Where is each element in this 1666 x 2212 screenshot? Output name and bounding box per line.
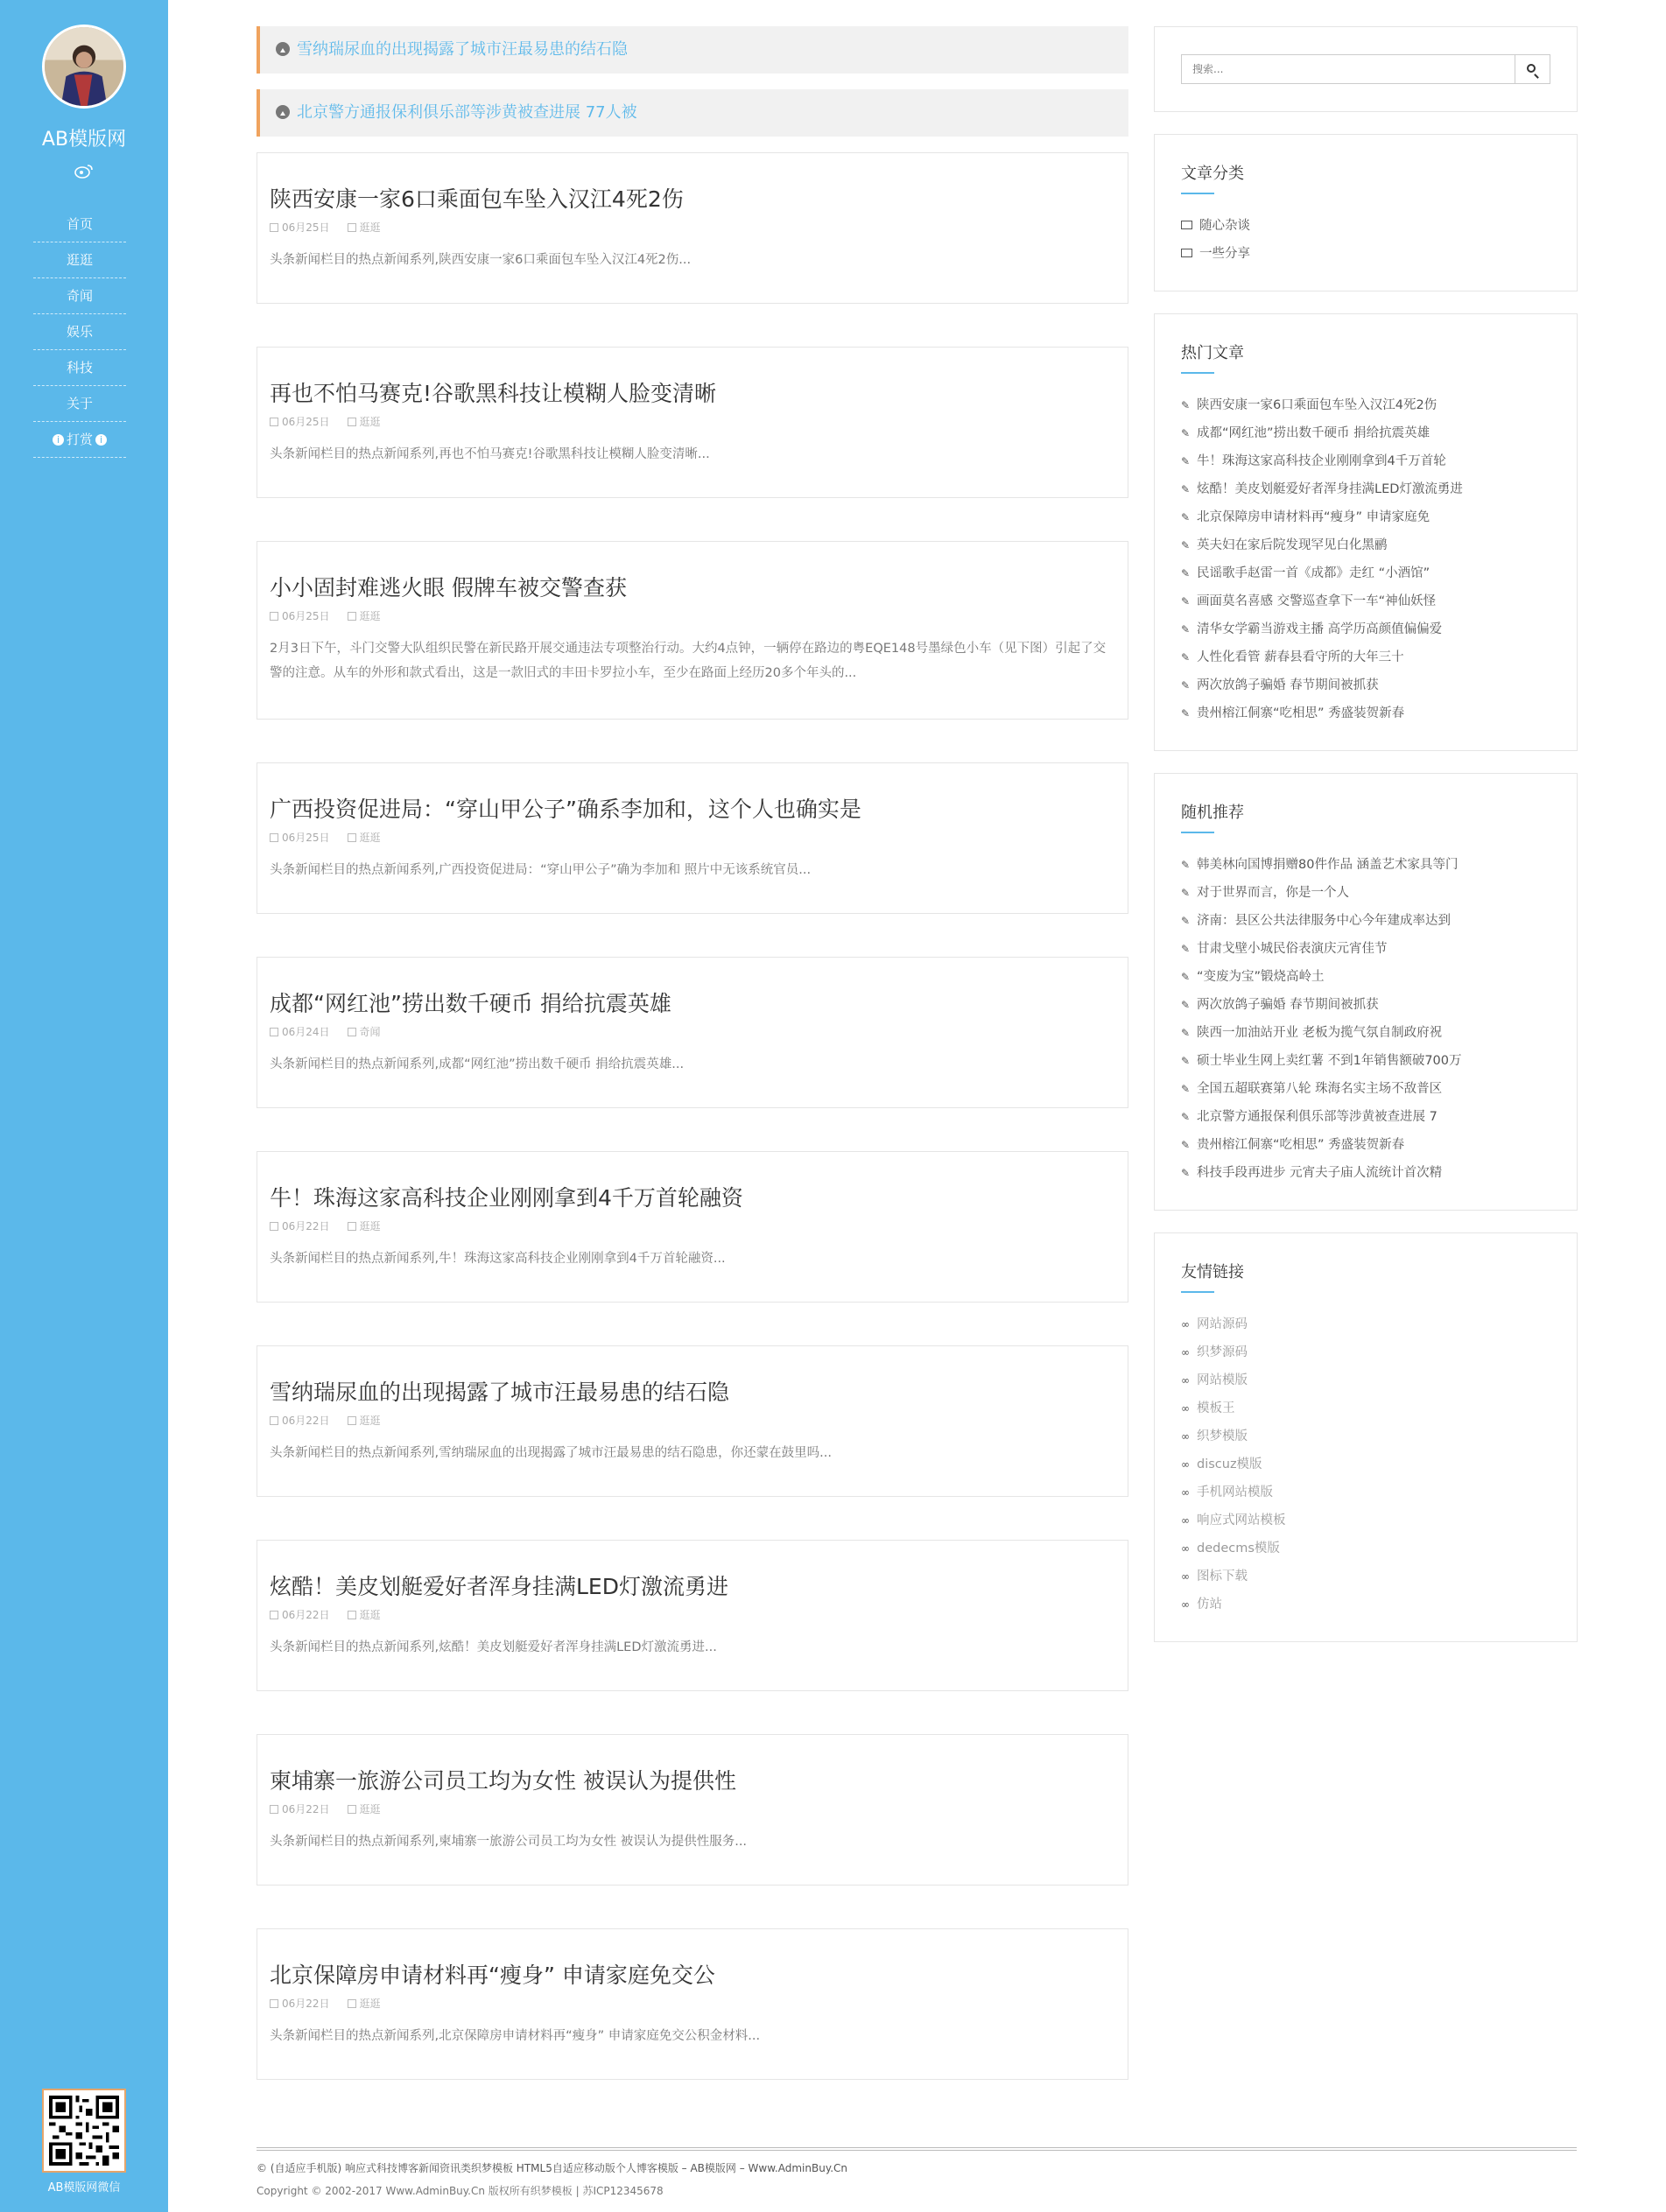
notice-bar[interactable]: 雪纳瑞尿血的出现揭露了城市汪最易患的结石隐 (257, 26, 1128, 74)
folder-icon (348, 1416, 356, 1425)
article-card (257, 957, 1128, 1108)
category-widget (1154, 134, 1578, 291)
pencil-icon: ✎ (1181, 943, 1191, 955)
hot-item[interactable]: ✎ 两次放鸽子骗婚 春节期间被抓获 (1181, 671, 1550, 699)
article-meta: 06月22日 逛逛 (270, 1996, 1115, 2012)
article-card (257, 1151, 1128, 1303)
notice-bar[interactable]: 北京警方通报保利俱乐部等涉黄被查进展 77人被 (257, 89, 1128, 137)
friend-link[interactable]: ∞ 响应式网站模板 (1181, 1506, 1550, 1534)
pencil-icon: ✎ (1181, 427, 1191, 439)
avatar[interactable] (42, 25, 126, 109)
friend-link[interactable]: ∞ dedecms模版 (1181, 1534, 1550, 1562)
random-item[interactable]: ✎ 硕士毕业生网上卖红薯 不到1年销售额破700万 (1181, 1047, 1550, 1075)
article-card (257, 347, 1128, 498)
folder-icon (348, 1611, 356, 1619)
article-summary: 头条新闻栏目的热点新闻系列,雪纳瑞尿血的出现揭露了城市汪最易患的结石隐患，你还蒙在鼓里吗... (270, 1446, 832, 1460)
sidebar (0, 0, 168, 2212)
pencil-icon: ✎ (1181, 679, 1191, 692)
article-summary: 头条新闻栏目的热点新闻系列,再也不怕马赛克!谷歌黑科技让模糊人脸变清晰... (270, 447, 710, 461)
pencil-icon: ✎ (1181, 915, 1191, 927)
article-title[interactable]: 柬埔寨一旅游公司员工均为女性 被误认为提供性 (270, 1768, 736, 1794)
article-meta: 06月22日 逛逛 (270, 1218, 1115, 1234)
calendar-icon (270, 1611, 278, 1619)
calendar-icon (270, 1222, 278, 1231)
pencil-icon: ✎ (1181, 1167, 1191, 1179)
nav-item-tech[interactable]: 科技 (33, 350, 126, 386)
right-sidebar (1154, 26, 1578, 1664)
article-meta: 06月22日 逛逛 (270, 1607, 1115, 1623)
calendar-icon (270, 223, 278, 232)
article-meta: 06月25日 逛逛 (270, 830, 1115, 846)
widget-title: 热门文章 (1181, 344, 1244, 362)
friend-link[interactable]: ∞ 织梦模版 (1181, 1422, 1550, 1450)
hot-item[interactable]: ✎ 贵州榕江侗寨“吃相思” 秀盛装贺新春 (1181, 699, 1550, 727)
article-meta: 06月25日 逛逛 (270, 608, 1115, 624)
article-summary: 头条新闻栏目的热点新闻系列,成都“网红池”捞出数千硬币 捐给抗震英雄... (270, 1057, 685, 1071)
folder-icon (348, 1999, 356, 2008)
article-title[interactable]: 陕西安康一家6口乘面包车坠入汉江4死2伤 (270, 186, 684, 212)
pencil-icon: ✎ (1181, 1111, 1191, 1123)
pencil-icon: ✎ (1181, 859, 1191, 871)
search-widget (1154, 26, 1578, 112)
nav-item-home[interactable]: 首页 (33, 207, 126, 242)
friend-link[interactable]: ∞ 模板王 (1181, 1394, 1550, 1422)
calendar-icon (270, 418, 278, 426)
hot-list (1181, 391, 1550, 727)
hot-item[interactable]: ✎ 陕西安康一家6口乘面包车坠入汉江4死2伤 (1181, 391, 1550, 419)
folder-icon (348, 223, 356, 232)
arrow-up-circle-icon (276, 42, 290, 56)
calendar-icon (270, 1805, 278, 1814)
link-icon: ∞ (1181, 1430, 1190, 1443)
article-summary: 头条新闻栏目的热点新闻系列,北京保障房申请材料再“瘦身” 申请家庭免交公积金材料... (270, 2029, 761, 2043)
random-item[interactable]: ✎ 科技手段再进步 元宵夫子庙人流统计首次精 (1181, 1159, 1550, 1187)
category-list (1181, 212, 1550, 268)
article-meta: 06月22日 逛逛 (270, 1801, 1115, 1817)
link-icon: ∞ (1181, 1514, 1190, 1527)
nav-item-entertainment[interactable]: 娱乐 (33, 314, 126, 350)
qr-caption: AB模版网微信 (47, 2181, 121, 2194)
hot-item[interactable]: ✎ 民谣歌手赵雷一首《成都》走红 “小酒馆” (1181, 559, 1550, 587)
article-title[interactable]: 牛！珠海这家高科技企业刚刚拿到4千万首轮融资 (270, 1185, 743, 1211)
pencil-icon: ✎ (1181, 971, 1191, 983)
search-icon (1527, 64, 1536, 73)
weibo-icon[interactable] (74, 163, 95, 179)
footer-divider (257, 2147, 1577, 2151)
pencil-icon: ✎ (1181, 1139, 1191, 1151)
article-card (257, 1734, 1128, 1885)
friend-link[interactable]: ∞ 网站模版 (1181, 1366, 1550, 1394)
random-item[interactable]: ✎ 两次放鸽子骗婚 春节期间被抓获 (1181, 991, 1550, 1019)
random-item[interactable]: ✎ 济南：县区公共法律服务中心今年建成率达到 (1181, 907, 1550, 935)
widget-title: 友情链接 (1181, 1263, 1244, 1282)
random-item[interactable]: ✎ 全国五超联赛第八轮 珠海名实主场不敌普区 (1181, 1075, 1550, 1103)
link-icon: ∞ (1181, 1458, 1190, 1471)
article-title[interactable]: 广西投资促进局：“穿山甲公子”确系李加和，这个人也确实是 (270, 797, 861, 822)
article-title[interactable]: 成都“网红池”捞出数千硬币 捐给抗震英雄 (270, 991, 671, 1016)
random-item[interactable]: ✎ 对于世界而言，你是一个人 (1181, 879, 1550, 907)
pencil-icon: ✎ (1181, 1083, 1191, 1095)
article-meta: 06月25日 逛逛 (270, 414, 1115, 430)
folder-icon (348, 612, 356, 621)
nav-item-oddities[interactable]: 奇闻 (33, 278, 126, 314)
site-name[interactable]: AB模版网 (41, 129, 127, 151)
nav-item-about[interactable]: 关于 (33, 386, 126, 422)
friend-link[interactable]: ∞ 网站源码 (1181, 1310, 1550, 1338)
widget-title: 随机推荐 (1181, 804, 1244, 822)
random-item[interactable]: ✎ “变废为宝”锻烧高岭土 (1181, 963, 1550, 991)
calendar-icon (270, 612, 278, 621)
hot-item[interactable]: ✎ 清华女学霸当游戏主播 高学历高颜值偏偏爱 (1181, 615, 1550, 643)
pencil-icon: ✎ (1181, 623, 1191, 636)
qr-code-icon (49, 2096, 119, 2166)
hot-item[interactable]: ✎ 人性化看管 薪春县看守所的大年三十 (1181, 643, 1550, 671)
wechat-qr-code (42, 2089, 126, 2173)
pencil-icon: ✎ (1181, 567, 1191, 579)
link-icon: ∞ (1181, 1570, 1190, 1583)
category-item[interactable]: 随心杂谈 (1181, 212, 1550, 240)
nav-item-browse[interactable]: 逛逛 (33, 242, 126, 278)
article-meta: 06月22日 逛逛 (270, 1413, 1115, 1429)
article-title[interactable]: 再也不怕马赛克!谷歌黑科技让模糊人脸变清晰 (270, 381, 717, 406)
article-card (257, 762, 1128, 914)
article-meta: 06月25日 逛逛 (270, 220, 1115, 235)
random-recommend-widget (1154, 773, 1578, 1211)
random-item[interactable]: ✎ 韩美林向国博捐赠80件作品 涵盖艺术家具等门 (1181, 851, 1550, 879)
pencil-icon: ✎ (1181, 483, 1191, 495)
article-summary: 2月3日下午，斗门交警大队组织民警在新民路开展交通违法专项整治行动。大约4点钟，一辆停在路边的粤EQE148号墨绿色小车（见下图）引起了交警的注意。从车的外形和款式看出，这是一款旧式的丰田卡罗拉小车，至少在路面上经历20多个年头的... (270, 642, 1107, 680)
random-item[interactable]: ✎ 甘肃戈壁小城民俗表演庆元宵佳节 (1181, 935, 1550, 963)
article-title[interactable]: 小小固封难逃火眼 假牌车被交警查获 (270, 575, 627, 600)
random-item[interactable]: ✎ 陕西一加油站开业 老板为揽气氛自制政府祝 (1181, 1019, 1550, 1047)
search-input[interactable] (1181, 54, 1515, 84)
random-list (1181, 851, 1550, 1187)
article-summary: 头条新闻栏目的热点新闻系列,陕西安康一家6口乘面包车坠入汉江4死2伤... (270, 253, 692, 267)
link-icon: ∞ (1181, 1402, 1190, 1415)
category-item[interactable]: 一些分享 (1181, 240, 1550, 268)
link-icon: ∞ (1181, 1598, 1190, 1611)
friend-links-widget (1154, 1232, 1578, 1642)
title-underline (1181, 832, 1214, 833)
pencil-icon: ✎ (1181, 399, 1191, 411)
link-icon: ∞ (1181, 1374, 1190, 1387)
calendar-icon (270, 833, 278, 842)
title-underline (1181, 372, 1214, 374)
pencil-icon: ✎ (1181, 999, 1191, 1011)
pencil-icon: ✎ (1181, 651, 1191, 664)
hot-item[interactable]: ✎ 炫酷！美皮划艇爱好者浑身挂满LED灯激流勇进 (1181, 475, 1550, 503)
hot-item[interactable]: ✎ 北京保障房申请材料再“瘦身” 申请家庭免 (1181, 503, 1550, 531)
article-title[interactable]: 炫酷！美皮划艇爱好者浑身挂满LED灯激流勇进 (270, 1574, 728, 1599)
friend-link[interactable]: ∞ 图标下载 (1181, 1562, 1550, 1591)
info-icon: i (53, 434, 64, 446)
link-icon: ∞ (1181, 1318, 1190, 1331)
article-card (257, 152, 1128, 304)
link-icon: ∞ (1181, 1346, 1190, 1359)
sidebar-nav (33, 207, 126, 458)
pencil-icon: ✎ (1181, 887, 1191, 899)
hot-item[interactable]: ✎ 成都“网红池”捞出数千硬币 捐给抗震英雄 (1181, 419, 1550, 447)
folder-icon (348, 1222, 356, 1231)
article-card (257, 541, 1128, 720)
pencil-icon: ✎ (1181, 595, 1191, 607)
search-button[interactable] (1515, 54, 1550, 84)
pencil-icon: ✎ (1181, 511, 1191, 523)
article-summary: 头条新闻栏目的热点新闻系列,炫酷！美皮划艇爱好者浑身挂满LED灯激流勇进... (270, 1640, 717, 1654)
folder-icon (1181, 221, 1192, 229)
friend-link[interactable]: ∞ 织梦源码 (1181, 1338, 1550, 1366)
article-card (257, 1540, 1128, 1691)
random-item[interactable]: ✎ 北京警方通报保利俱乐部等涉黄被查进展 7 (1181, 1103, 1550, 1131)
hot-item[interactable]: ✎ 英夫妇在家后院发现罕见白化黑鹂 (1181, 531, 1550, 559)
article-card (257, 1345, 1128, 1497)
hot-item[interactable]: ✎ 牛！珠海这家高科技企业刚刚拿到4千万首轮 (1181, 447, 1550, 475)
folder-icon (348, 1028, 356, 1036)
friend-link[interactable]: ∞ 仿站 (1181, 1591, 1550, 1619)
folder-icon (348, 833, 356, 842)
article-card (257, 1928, 1128, 2080)
folder-icon (348, 418, 356, 426)
main-content (257, 26, 1128, 2123)
pencil-icon: ✎ (1181, 1055, 1191, 1067)
hot-item[interactable]: ✎ 画面莫名喜感 交警巡查拿下一车“神仙妖怪 (1181, 587, 1550, 615)
avatar-image (45, 27, 123, 106)
hot-articles-widget (1154, 313, 1578, 751)
friend-link[interactable]: ∞ 手机网站模版 (1181, 1478, 1550, 1506)
link-icon: ∞ (1181, 1486, 1190, 1499)
calendar-icon (270, 1999, 278, 2008)
friend-link[interactable]: ∞ discuz模版 (1181, 1450, 1550, 1478)
article-summary: 头条新闻栏目的热点新闻系列,牛！珠海这家高科技企业刚刚拿到4千万首轮融资... (270, 1252, 726, 1266)
title-underline (1181, 193, 1214, 194)
pencil-icon: ✎ (1181, 707, 1191, 720)
footer-credits: © (自适应手机版) 响应式科技博客新闻资讯类织梦模板 HTML5自适应移动版个人博客模版 – AB模版网 – Www.AdminBuy.Cn (257, 2162, 848, 2174)
article-summary: 头条新闻栏目的热点新闻系列,柬埔寨一旅游公司员工均为女性 被误认为提供性服务... (270, 1835, 748, 1849)
link-icon: ∞ (1181, 1542, 1190, 1555)
calendar-icon (270, 1416, 278, 1425)
pencil-icon: ✎ (1181, 1027, 1191, 1039)
article-title[interactable]: 雪纳瑞尿血的出现揭露了城市汪最易患的结石隐 (270, 1380, 730, 1405)
links-list (1181, 1310, 1550, 1619)
pencil-icon: ✎ (1181, 455, 1191, 467)
article-summary: 头条新闻栏目的热点新闻系列,广西投资促进局：“穿山甲公子”确为李加和 照片中无该系统官员... (270, 863, 812, 877)
pencil-icon: ✎ (1181, 539, 1191, 551)
article-title[interactable]: 北京保障房申请材料再“瘦身” 申请家庭免交公 (270, 1963, 715, 1988)
folder-icon (348, 1805, 356, 1814)
footer-copyright: Copyright © 2002-2017 Www.AdminBuy.Cn 版权所有织梦模板 | 苏ICP12345678 (257, 2185, 664, 2197)
widget-title: 文章分类 (1181, 165, 1244, 183)
folder-icon (1181, 249, 1192, 257)
arrow-up-circle-icon (276, 105, 290, 119)
nav-item-donate[interactable]: i 打赏 i (33, 422, 126, 458)
info-icon: i (95, 434, 107, 446)
article-meta: 06月24日 奇闻 (270, 1024, 1115, 1040)
title-underline (1181, 1291, 1214, 1293)
random-item[interactable]: ✎ 贵州榕江侗寨“吃相思” 秀盛装贺新春 (1181, 1131, 1550, 1159)
search-box (1181, 54, 1550, 84)
calendar-icon (270, 1028, 278, 1036)
